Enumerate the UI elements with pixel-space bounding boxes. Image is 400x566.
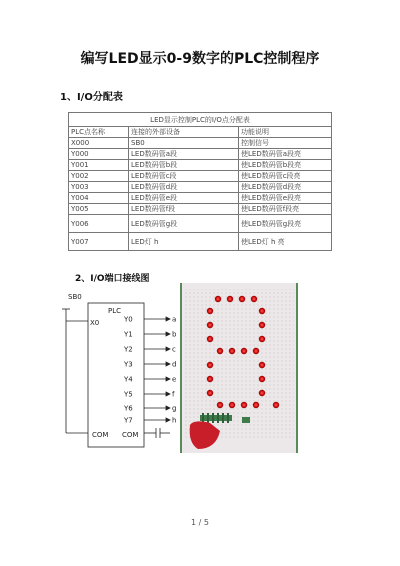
column-header: PLC点名称 [69, 127, 129, 138]
arrow-icon [166, 362, 170, 366]
output-label: Y6 [124, 404, 133, 413]
table-cell: 使LED数码管c段亮 [239, 171, 332, 182]
table-row [69, 138, 332, 149]
output-label: Y3 [124, 360, 133, 369]
output-label: Y0 [124, 315, 133, 324]
segment-label: a [172, 315, 177, 324]
segment-label: e [172, 375, 177, 384]
table-row [69, 193, 332, 204]
table-cell: 使LED数码管e段亮 [239, 193, 332, 204]
io-allocation-table [68, 112, 332, 251]
table-cell: Y001 [69, 160, 129, 171]
table-row [69, 204, 332, 215]
table-cell: 使LED数码管a段亮 [239, 149, 332, 160]
com-label: COM [92, 431, 109, 439]
output-label: Y2 [124, 345, 133, 354]
table-cell: 控制信号 [239, 138, 332, 149]
x0-label: X0 [90, 319, 100, 327]
section-heading-wiring: 2、I/O端口接线图 [75, 274, 150, 284]
small-component [242, 417, 250, 423]
table-cell: 使LED灯 h 亮 [239, 233, 332, 251]
segment-label: b [172, 330, 177, 339]
table-cell: 使LED数码管b段亮 [239, 160, 332, 171]
com-label-2: COM [122, 431, 139, 439]
table-row [69, 215, 332, 233]
table-cell: LED灯 h [129, 233, 239, 251]
table-cell: SB0 [129, 138, 239, 149]
table-header-row [69, 127, 332, 138]
arrow-icon [166, 392, 170, 396]
table-row [69, 233, 332, 251]
table-cell: 使LED数码管d段亮 [239, 182, 332, 193]
table-cell: Y000 [69, 149, 129, 160]
table-cell: 使LED数码管f段亮 [239, 204, 332, 215]
table-cell: LED数码管c段 [129, 171, 239, 182]
table-cell: X000 [69, 138, 129, 149]
segment-label: g [172, 404, 177, 413]
table-cell: LED数码管e段 [129, 193, 239, 204]
arrow-icon [166, 317, 170, 321]
document-title: 编写LED显示0-9数字的PLC控制程序 [80, 51, 320, 67]
arrow-icon [166, 332, 170, 336]
segment-label: h [172, 416, 177, 425]
table-caption: LED显示控制PLC的I/O点分配表 [69, 113, 332, 127]
wiring-diagram [58, 287, 180, 457]
table-cell: LED数码管a段 [129, 149, 239, 160]
segment-label: f [172, 390, 175, 399]
table-cell: Y007 [69, 233, 129, 251]
table-cell: Y004 [69, 193, 129, 204]
table-row [69, 160, 332, 171]
plc-label: PLC [108, 307, 122, 315]
breadboard-led-photo [180, 283, 298, 453]
arrow-icon [166, 406, 170, 410]
table-row [69, 171, 332, 182]
table-caption-row [69, 113, 332, 127]
table-row [69, 182, 332, 193]
page-number: 1 / 5 [191, 518, 209, 527]
segment-label: c [172, 345, 176, 354]
table-cell: 使LED数码管g段亮 [239, 215, 332, 233]
sb0-label: SB0 [68, 293, 82, 301]
arrow-icon [166, 347, 170, 351]
arrow-icon [166, 377, 170, 381]
output-label: Y7 [124, 416, 133, 425]
breadboard-photo [180, 283, 298, 453]
table-cell: Y002 [69, 171, 129, 182]
table-cell: LED数码管g段 [129, 215, 239, 233]
section-heading-io-table: 1、I/O分配表 [60, 92, 123, 103]
output-label: Y1 [124, 330, 133, 339]
table-cell: Y006 [69, 215, 129, 233]
column-header: 连接的外部设备 [129, 127, 239, 138]
table-cell: Y003 [69, 182, 129, 193]
segment-label: d [172, 360, 177, 369]
output-label: Y5 [124, 390, 133, 399]
table-cell: LED数码管f段 [129, 204, 239, 215]
table-row [69, 149, 332, 160]
output-label: Y4 [124, 375, 133, 384]
table-cell: LED数码管b段 [129, 160, 239, 171]
column-header: 功能说明 [239, 127, 332, 138]
arrow-icon [166, 418, 170, 422]
table-cell: Y005 [69, 204, 129, 215]
table-cell: LED数码管d段 [129, 182, 239, 193]
